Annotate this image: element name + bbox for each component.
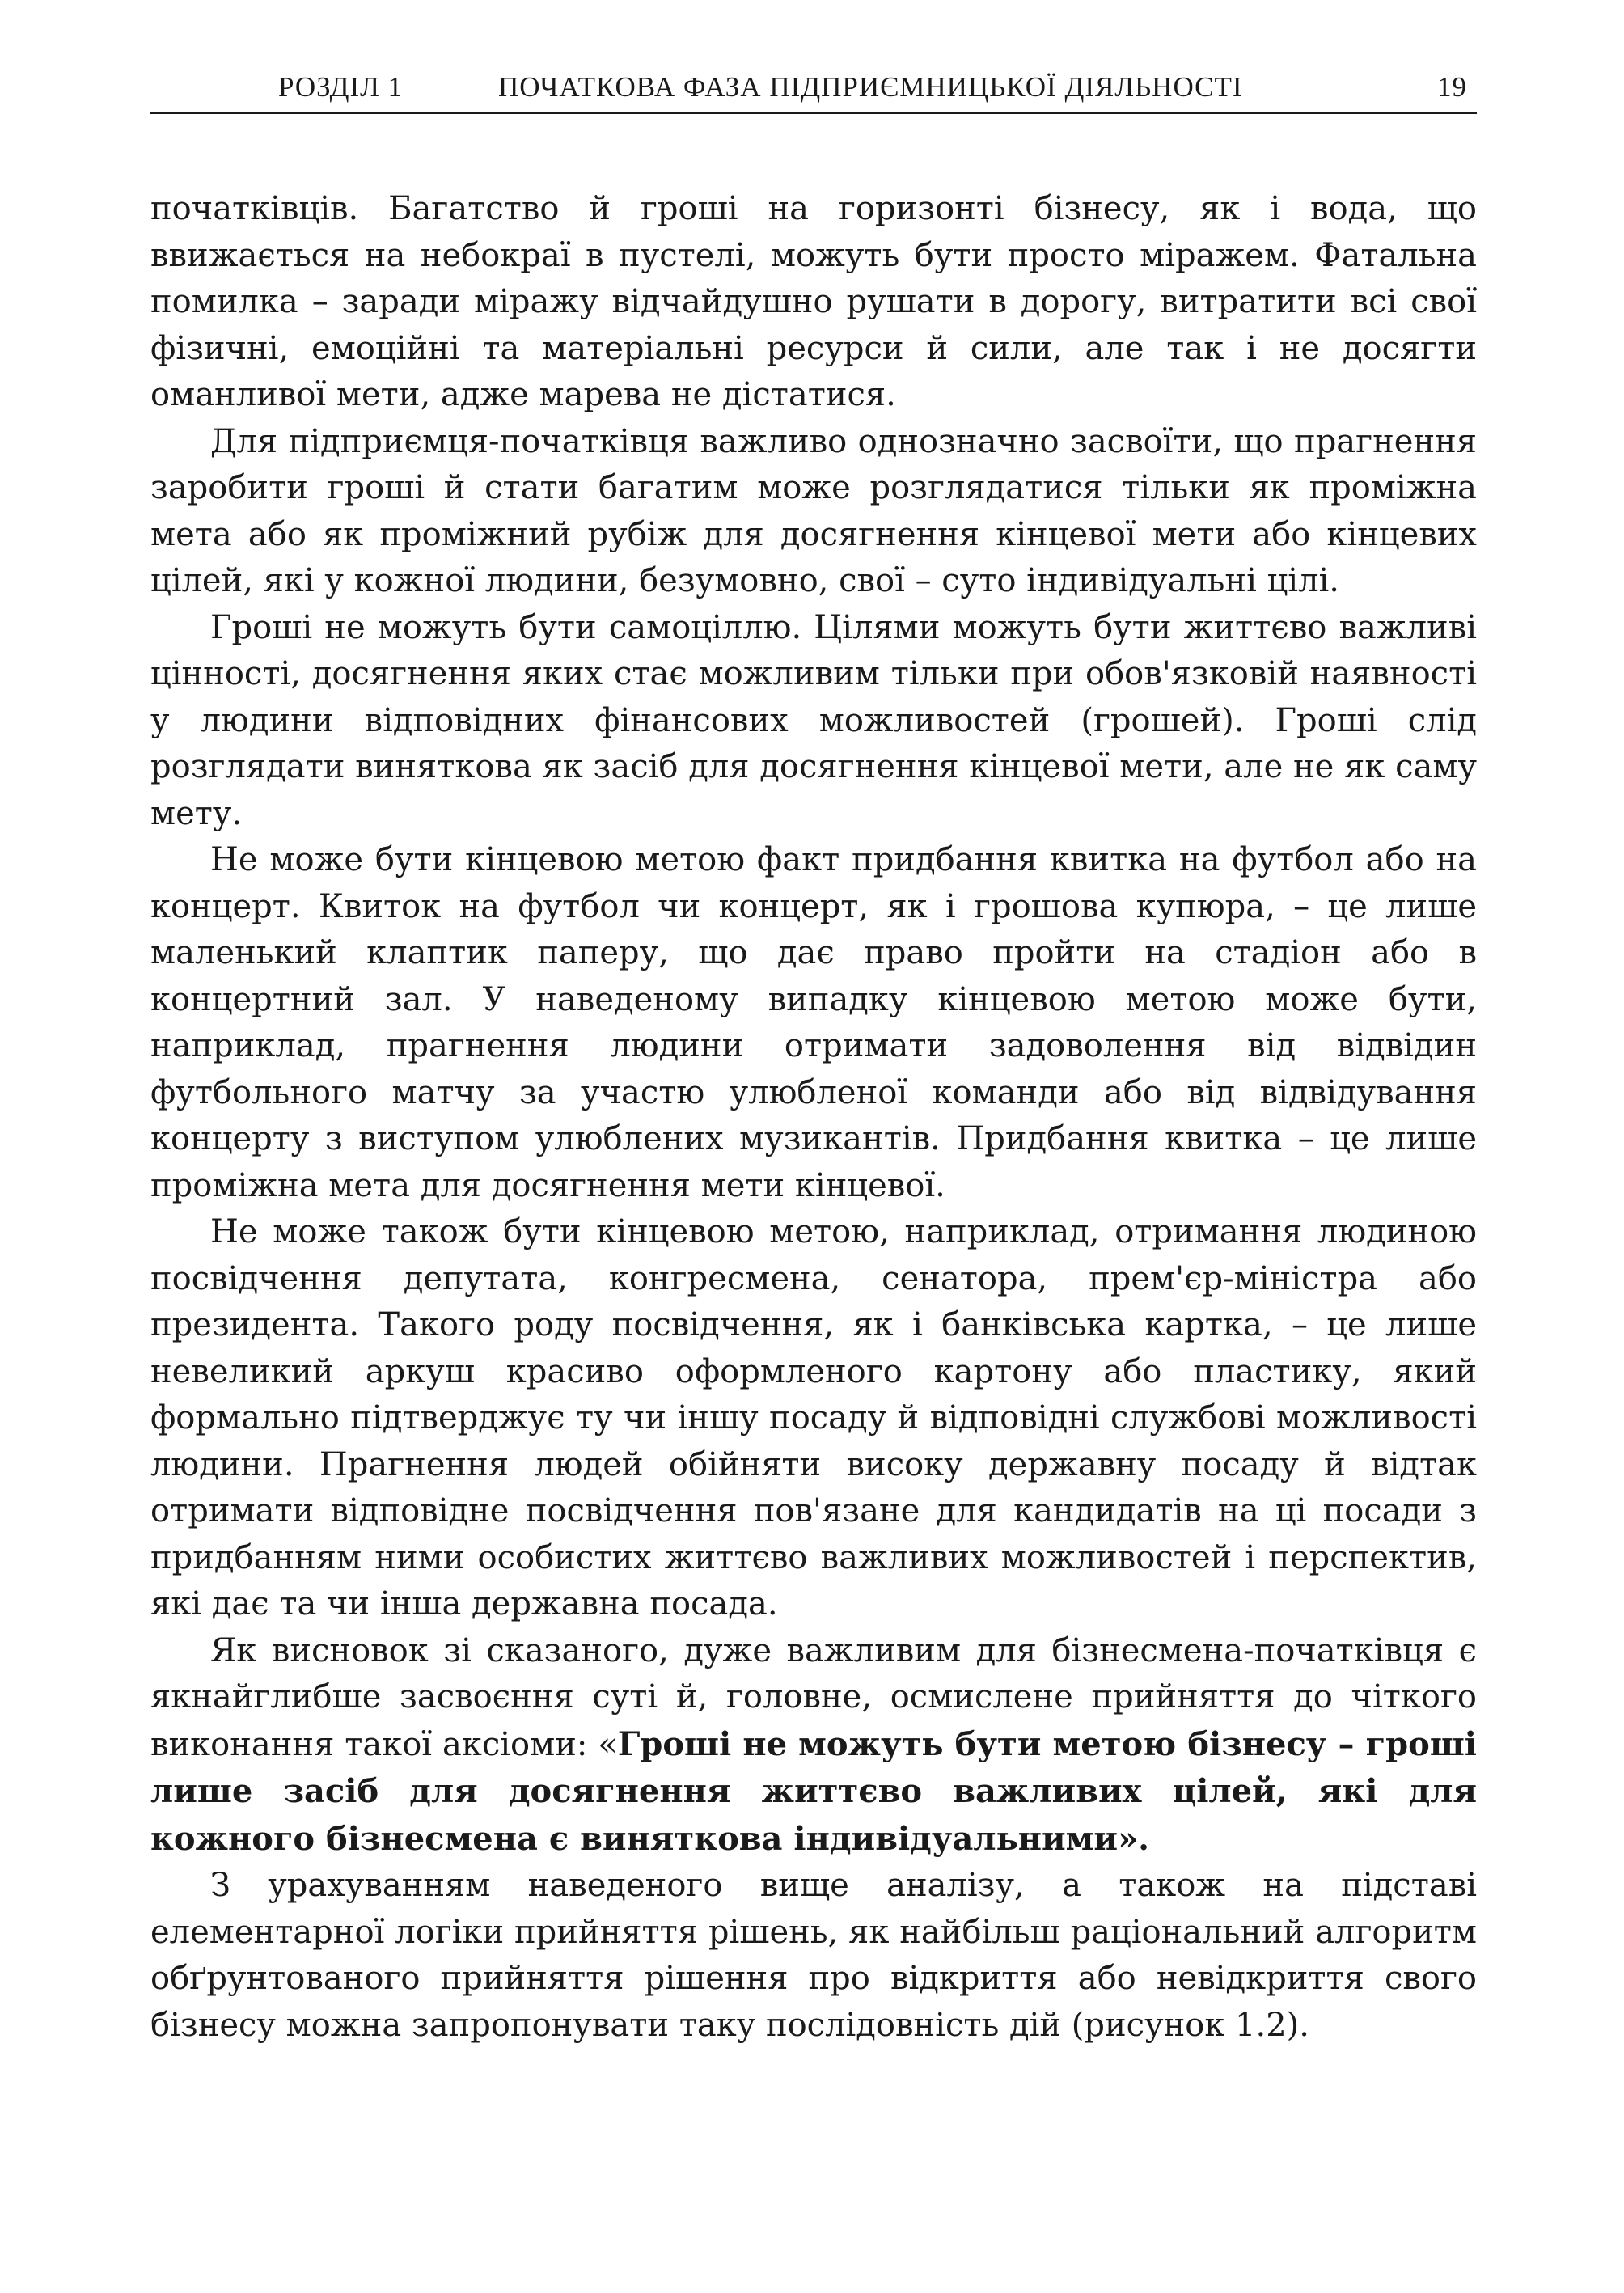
axiom-bold-text: Гроші не можуть бути метою бізнесу – гроші лише засіб для досягнення життєво важливих цілей, які для кожного бізнесмена є виняткова індивідуальними <box>150 1724 1478 1858</box>
page-number: 19 <box>1437 71 1467 103</box>
paragraph-6-lead: Як висновок зі сказаного, дуже важливим для бізнесмена-початківця є якнайглибше засвоєння суті й, головне, осмислене прийняття до чіткого виконання такої аксіоми: « <box>150 1631 1477 1763</box>
header-chapter-title: ПОЧАТКОВА ФАЗА ПІДПРИЄМНИЦЬКОЇ ДІЯЛЬНОСТІ <box>498 71 1243 103</box>
paragraph-2: Для підприємця-початківця важливо однозначно засвоїти, що прагнення заробити гроші й стати багатим може розглядатися тільки як проміжна мета або як проміжний рубіж для досягнення кінцевої мети або кінцевих цілей, які у кожної людини, безумовно, свої – суто індивідуальні цілі. <box>150 422 1477 599</box>
paragraph-7: З урахуванням наведеного вище аналізу, а також на підставі елементарної логіки прийняття рішень, як найбільш раціональний алгоритм обґрунтованого прийняття рішення про відкриття або невідкриття свого бізнесу можна запропонувати таку послідовність дій (рисунок 1.2). <box>150 1867 1477 2044</box>
paragraph-3: Гроші не можуть бути самоціллю. Цілями можуть бути життєво важливі цінності, досягнення яких стає можливим тільки при обов'язковій наявності у людини відповідних фінансових можливостей (грошей). Гроші слід розглядати виняткова як засіб для досягнення кінцевої мети, але не як саму мету. <box>150 608 1477 832</box>
body-text <box>150 186 1477 2049</box>
axiom-closing-quote: ». <box>1118 1819 1150 1858</box>
paragraph-4: Не може бути кінцевою метою факт придбання квитка на футбол або на концерт. Квиток на футбол чи концерт, як і грошова купюра, – це лише маленький клаптик паперу, що дає право пройти на стадіон або в концертний зал. У наведеному випадку кінцевою метою може бути, наприклад, прагнення людини отримати задоволення від відвідин футбольного матчу за участю улюбленої команди або від відвідування концерту з виступом улюблених музикантів. Придбання квитка – це лише проміжна мета для досягнення мети кінцевої. <box>150 841 1477 1204</box>
paragraph-1: початківців. Багатство й гроші на горизонті бізнесу, як і вода, що ввижається на небокраї в пустелі, можуть бути просто міражем. Фатальна помилка – заради міражу відчайдушно рушати в дорогу, витратити всі свої фізичні, емоційні та матеріальні ресурси й сили, але так і не досягти оманливої мети, адже марева не дістатися. <box>150 190 1477 413</box>
paragraph-6 <box>150 1628 1477 1864</box>
paragraph-5: Не може також бути кінцевою метою, наприклад, отримання людиною посвідчення депутата, конгресмена, сенатора, прем'єр-міністра або президента. Такого роду посвідчення, як і банківська картка, – це лише невеликий аркуш красиво оформленого картону або пластику, який формально підтверджує ту чи іншу посаду й відповідні службові можливості людини. Прагнення людей обійняти високу державну посаду й відтак отримати відповідне посвідчення пов'язане для кандидатів на ці посади з придбанням ними особистих життєво важливих можливостей і перспектив, які дає та чи інша державна посада. <box>150 1213 1477 1622</box>
header-section-label: РОЗДІЛ 1 <box>278 71 404 103</box>
running-header <box>150 66 1477 114</box>
